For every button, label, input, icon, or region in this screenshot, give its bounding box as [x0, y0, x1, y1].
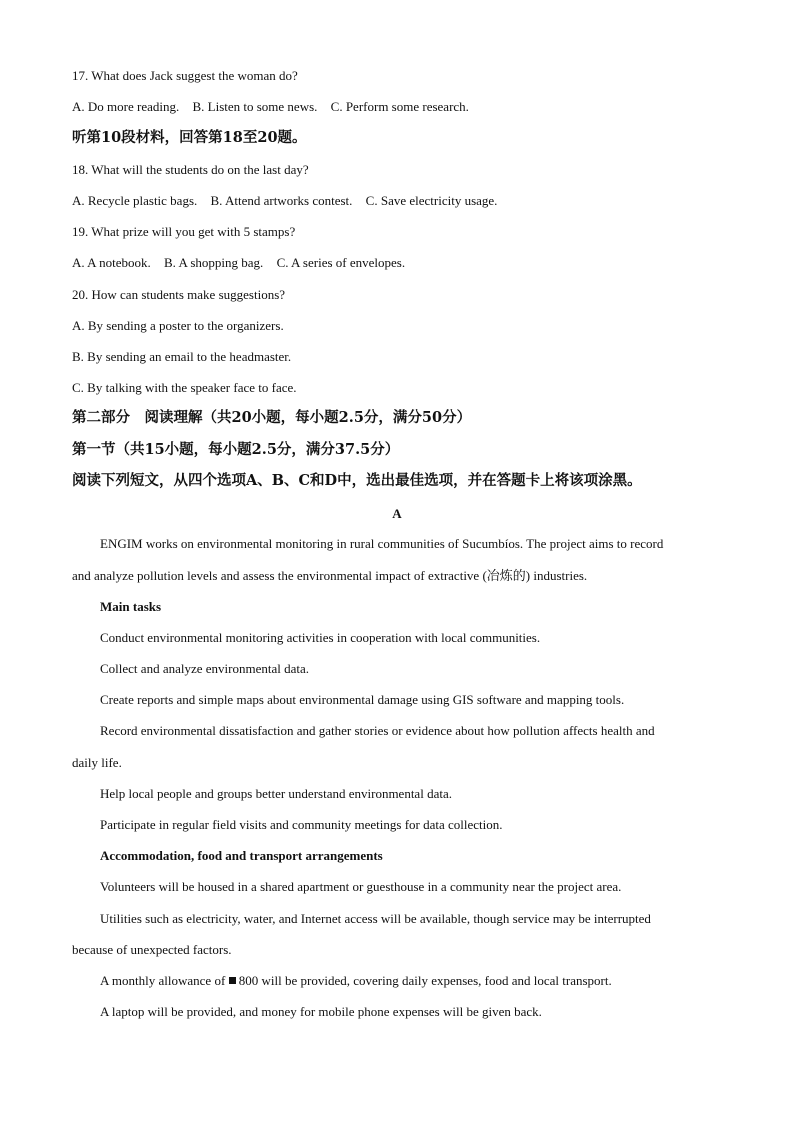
- question-18: 18. What will the students do on the last day?: [72, 162, 309, 177]
- main-tasks-heading: Main tasks: [100, 599, 162, 614]
- task-item: Conduct environmental monitoring activities in cooperation with local communities.: [100, 630, 541, 645]
- passage-label: A: [392, 506, 402, 521]
- currency-square-icon: [229, 977, 236, 984]
- accommodation-heading: Accommodation, food and transport arrangements: [100, 848, 383, 863]
- question-17-options: [72, 99, 469, 115]
- option-18-b: B. Attend artworks contest.: [210, 193, 353, 208]
- housing-text: Volunteers will be housed in a shared apartment or guesthouse in a community near the project area.: [100, 879, 622, 894]
- task-item: Participate in regular field visits and community meetings for data collection.: [100, 817, 503, 832]
- question-19: 19. What prize will you get with 5 stamps?: [72, 224, 296, 239]
- option-18-a: A. Recycle plastic bags.: [72, 193, 198, 208]
- task-item: Record environmental dissatisfaction and gather stories or evidence about how pollution affects health and: [100, 723, 655, 738]
- section-one-heading: 第一节（共15小题，每小题2.5分，满分37.5分）: [72, 441, 400, 458]
- option-20-a: A. By sending a poster to the organizers.: [72, 318, 284, 333]
- allowance-text: [100, 973, 612, 989]
- option-17-a: A. Do more reading.: [72, 99, 180, 114]
- part-two-heading: 第二部分 阅读理解（共20小题，每小题2.5分，满分50分）: [72, 409, 472, 426]
- task-item-continuation: daily life.: [72, 755, 122, 770]
- section-10-heading: 听第10段材料，回答第18至20题。: [72, 129, 307, 146]
- question-18-options: [72, 193, 497, 209]
- allowance-text-end: 800 will be provided, covering daily expenses, food and local transport.: [238, 973, 612, 988]
- option-17-b: B. Listen to some news.: [192, 99, 318, 114]
- question-20: 20. How can students make suggestions?: [72, 287, 286, 302]
- question-19-options: [72, 255, 405, 271]
- task-item: Collect and analyze environmental data.: [100, 661, 309, 676]
- option-20-b: B. By sending an email to the headmaster.: [72, 349, 292, 364]
- option-19-c: C. A series of envelopes.: [276, 255, 406, 270]
- passage-intro-line-1: ENGIM works on environmental monitoring in rural communities of Sucumbíos. The project aims to record: [100, 536, 664, 551]
- option-20-c: C. By talking with the speaker face to face.: [72, 380, 297, 395]
- passage-intro-line-2: and analyze pollution levels and assess the environmental impact of extractive (冶炼的) industries.: [72, 568, 588, 583]
- utilities-text-line-2: because of unexpected factors.: [72, 942, 232, 957]
- option-19-a: A. A notebook.: [72, 255, 151, 270]
- task-item: Help local people and groups better understand environmental data.: [100, 786, 452, 801]
- utilities-text-line-1: Utilities such as electricity, water, and Internet access will be available, though service may be interrupted: [100, 911, 651, 926]
- option-17-c: C. Perform some research.: [330, 99, 469, 114]
- option-18-c: C. Save electricity usage.: [365, 193, 498, 208]
- laptop-text: A laptop will be provided, and money for mobile phone expenses will be given back.: [100, 1004, 542, 1019]
- allowance-text-start: A monthly allowance of: [100, 973, 226, 988]
- option-19-b: B. A shopping bag.: [163, 255, 264, 270]
- task-item: Create reports and simple maps about environmental damage using GIS software and mapping tools.: [100, 692, 625, 707]
- reading-instruction: 阅读下列短文，从四个选项A、B、C和D中，选出最佳选项，并在答题卡上将该项涂黑。: [72, 472, 642, 489]
- question-17: 17. What does Jack suggest the woman do?: [72, 68, 298, 83]
